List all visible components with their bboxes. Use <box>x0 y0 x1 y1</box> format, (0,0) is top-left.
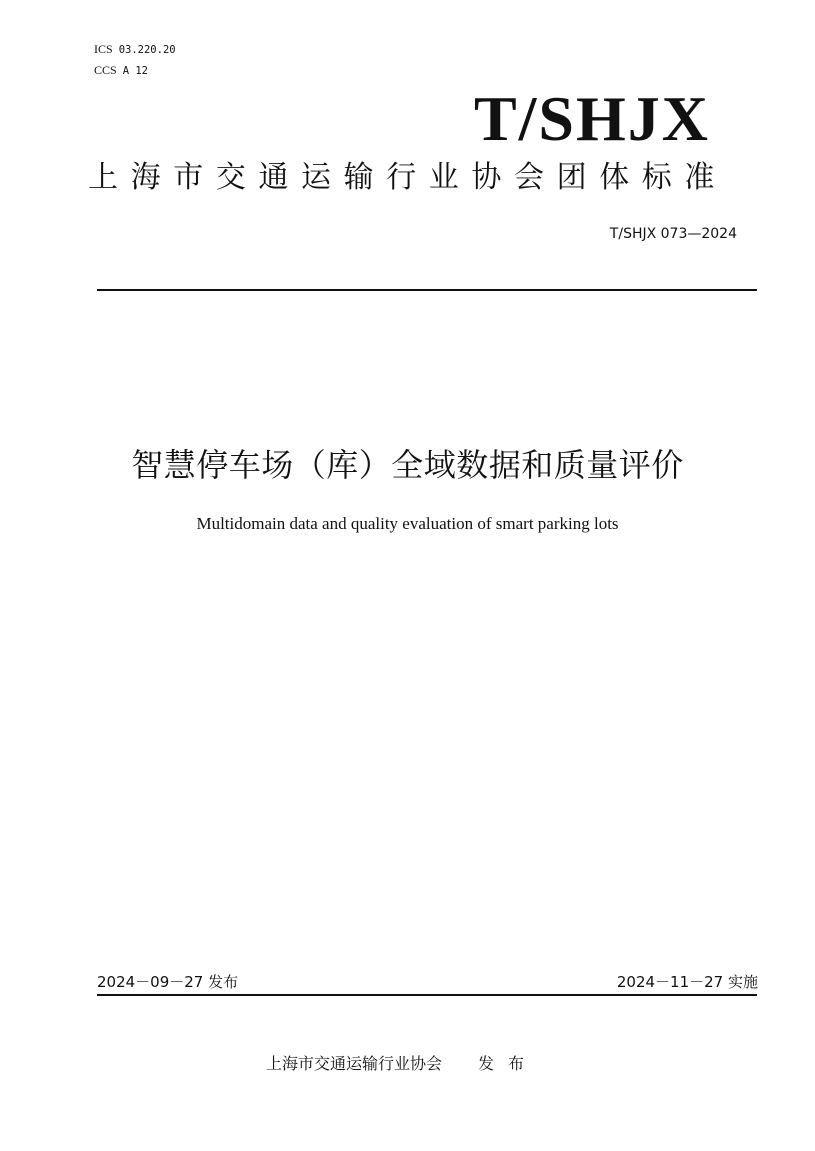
organization-standard-title: 上海市交通运输行业协会团体标准 <box>88 160 727 195</box>
publisher-name: 上海市交通运输行业协会 <box>266 1054 443 1073</box>
standard-number: T/SHJX 073—2024 <box>609 226 737 242</box>
ics-code: 03.220.20 <box>118 44 176 56</box>
issue-label: 发布 <box>478 1054 539 1073</box>
implement-date: 2024－11－27 实施 <box>616 973 758 991</box>
ics-row <box>94 42 176 57</box>
document-title-chinese: 智慧停车场（库）全域数据和质量评价 <box>131 446 684 484</box>
header-divider <box>97 289 757 291</box>
document-title-english: Multidomain data and quality evaluation of smart parking lots <box>196 514 619 533</box>
ccs-label: CCS <box>94 63 117 77</box>
standard-logo: T/SHJX <box>473 83 710 154</box>
publish-date: 2024－09－27 发布 <box>97 973 239 991</box>
ccs-code: A 12 <box>122 65 148 77</box>
publisher-line <box>266 1053 538 1075</box>
ccs-row <box>94 63 148 78</box>
footer-divider <box>97 994 757 996</box>
ics-label: ICS <box>94 42 113 56</box>
